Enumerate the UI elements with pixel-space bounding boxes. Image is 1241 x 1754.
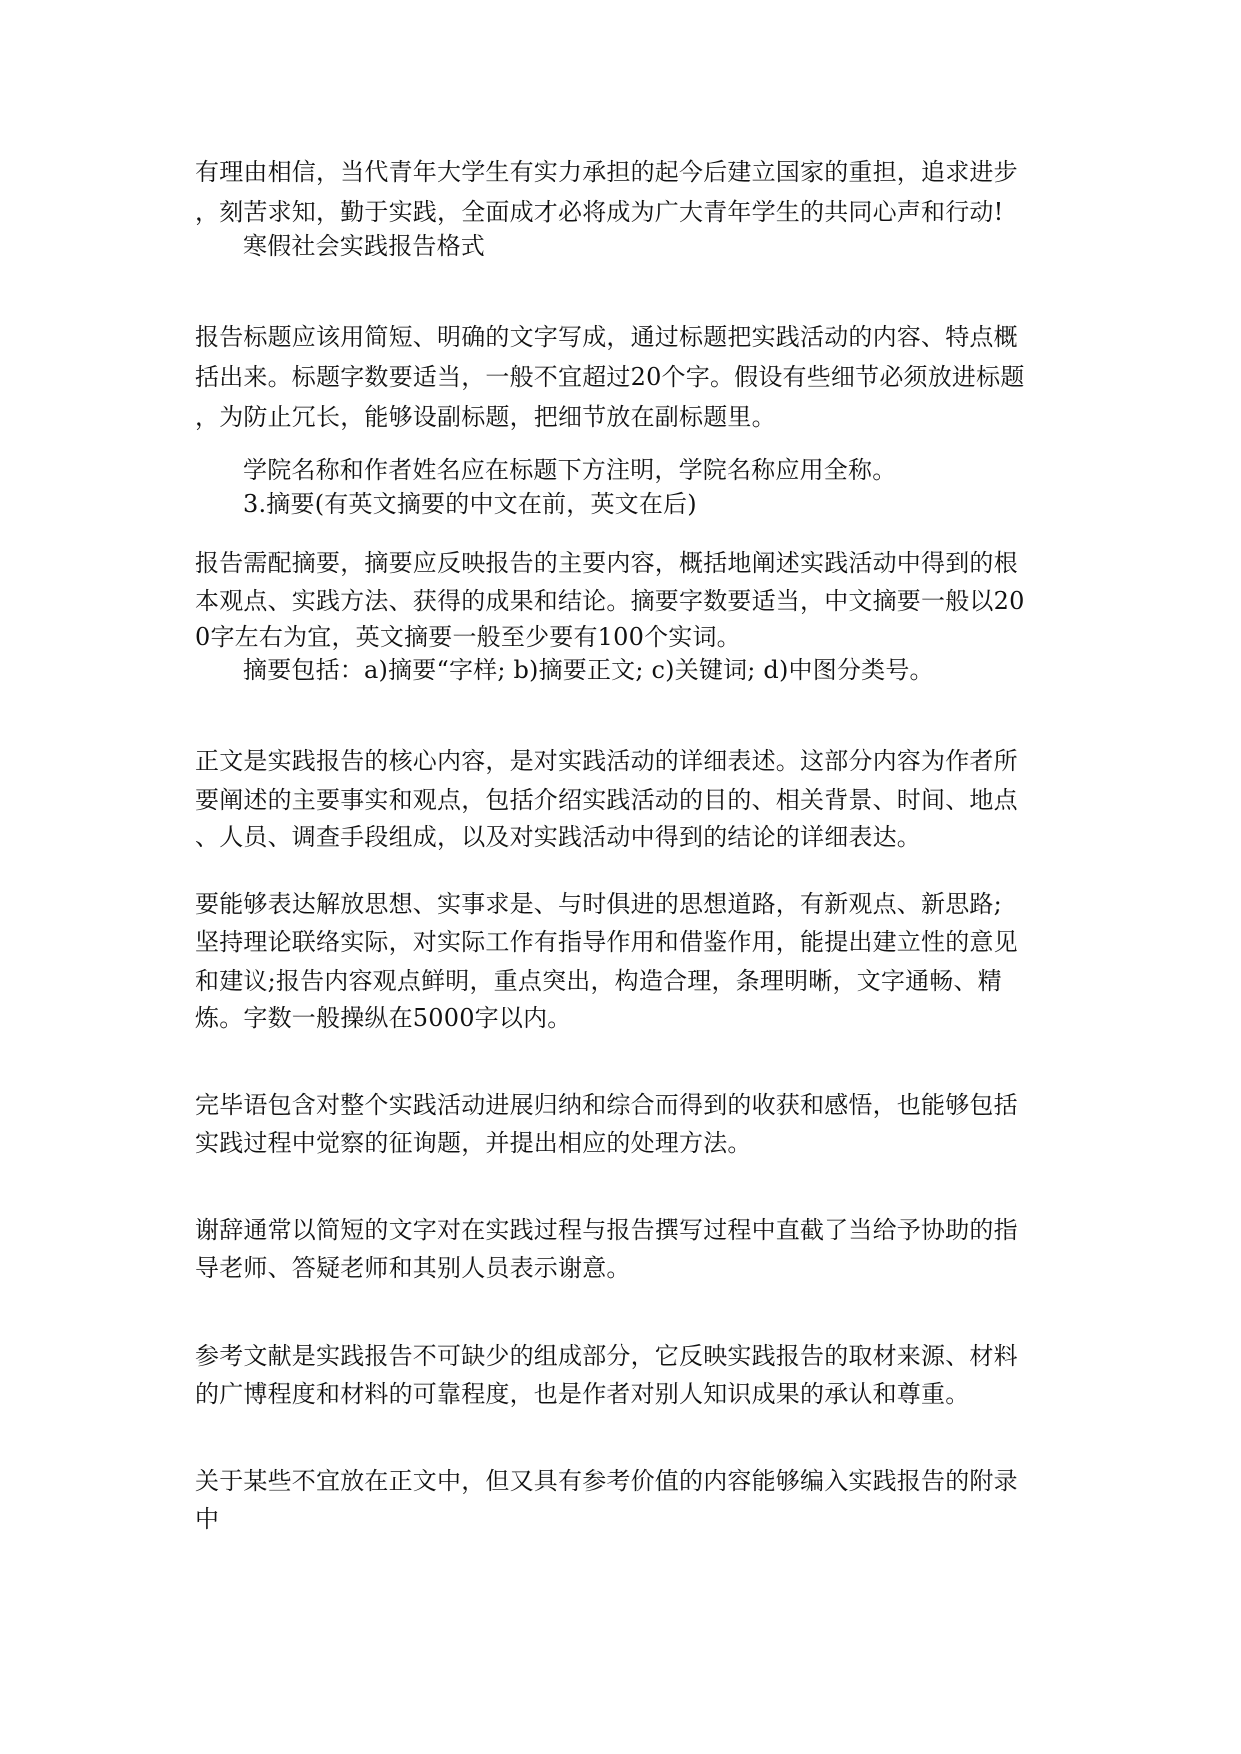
text-line: 本观点、实践方法、获得的成果和结论。摘要字数要适当，中文摘要一般以20: [195, 587, 1025, 615]
text-line: 参考文献是实践报告不可缺少的组成部分，它反映实践报告的取材来源、材料: [195, 1342, 1018, 1370]
text-line: 有理由相信，当代青年大学生有实力承担的起今后建立国家的重担，追求进步: [195, 158, 1018, 186]
text-line: 要能够表达解放思想、实事求是、与时俱进的思想道路，有新观点、新思路;: [195, 890, 1002, 918]
text-line: 中: [195, 1505, 220, 1533]
text-line: 和建议;报告内容观点鲜明，重点突出，构造合理，条理明晰，文字通畅、精: [195, 967, 1002, 995]
text-line: 正文是实践报告的核心内容，是对实践活动的详细表述。这部分内容为作者所: [195, 747, 1018, 775]
text-line: 导老师、答疑老师和其别人员表示谢意。: [195, 1254, 631, 1282]
text-line: 完毕语包含对整个实践活动进展归纳和综合而得到的收获和感悟，也能够包括: [195, 1091, 1018, 1119]
section-heading: 3.摘要(有英文摘要的中文在前，英文在后): [243, 490, 697, 518]
text-line: 摘要包括：a)摘要“字样; b)摘要正文; c)关键词; d)中图分类号。: [243, 656, 934, 684]
text-line: 要阐述的主要事实和观点，包括介绍实践活动的目的、相关背景、时间、地点: [195, 786, 1018, 814]
text-line: ，为防止冗长，能够设副标题，把细节放在副标题里。: [195, 403, 776, 431]
text-line: 括出来。标题字数要适当，一般不宜超过20个字。假设有些细节必须放进标题: [195, 363, 1025, 391]
text-line: 炼。字数一般操纵在5000字以内。: [195, 1004, 572, 1032]
text-line: 关于某些不宜放在正文中，但又具有参考价值的内容能够编入实践报告的附录: [195, 1467, 1018, 1495]
text-line: ，刻苦求知，勤于实践，全面成才必将成为广大青年学生的共同心声和行动!: [195, 198, 1004, 226]
text-line: 坚持理论联络实际，对实际工作有指导作用和借鉴作用，能提出建立性的意见: [195, 928, 1018, 956]
text-line: 0字左右为宜，英文摘要一般至少要有100个实词。: [195, 623, 741, 651]
section-heading: 寒假社会实践报告格式: [243, 232, 485, 260]
text-line: 、人员、调查手段组成，以及对实践活动中得到的结论的详细表达。: [195, 823, 921, 851]
text-line: 谢辞通常以简短的文字对在实践过程与报告撰写过程中直截了当给予协助的指: [195, 1216, 1018, 1244]
text-line: 报告标题应该用简短、明确的文字写成，通过标题把实践活动的内容、特点概: [195, 323, 1018, 351]
text-line: 报告需配摘要，摘要应反映报告的主要内容，概括地阐述实践活动中得到的根: [195, 549, 1018, 577]
text-line: 的广博程度和材料的可靠程度，也是作者对别人知识成果的承认和尊重。: [195, 1380, 970, 1408]
text-line: 学院名称和作者姓名应在标题下方注明，学院名称应用全称。: [243, 456, 897, 484]
text-line: 实践过程中觉察的征询题，并提出相应的处理方法。: [195, 1129, 752, 1157]
